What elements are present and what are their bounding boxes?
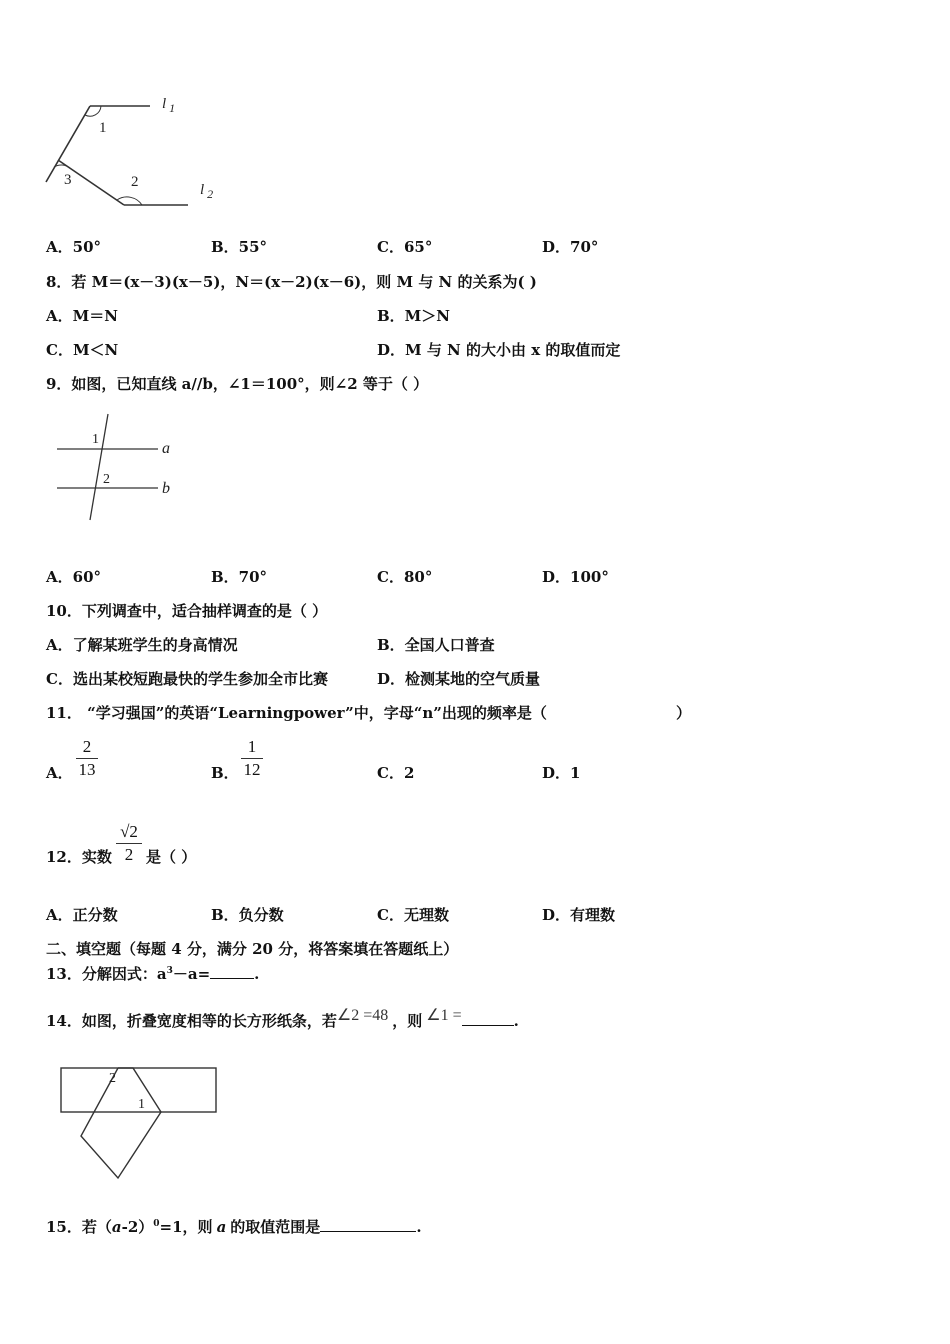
q11-option-b-fraction[interactable] [241,737,263,780]
q12-option-d[interactable]: D．有理数 [542,906,616,924]
q13-mid: －a= [172,965,211,983]
line-l1-label: l $_1$ [162,96,176,115]
q10-stem: 10．下列调查中，适合抽样调查的是（ ） [46,602,328,620]
q7-figure [40,92,230,216]
q12-prefix: 12．实数 [46,848,112,866]
q9-option-a[interactable]: A．60° [46,568,102,586]
q10-option-b[interactable]: B．全国人口普查 [377,636,495,654]
q12-denominator: 2 [124,845,134,864]
q11-a-denominator: 13 [78,760,96,779]
q15-prefix: 15．若（ [46,1218,112,1236]
q12-numerator: √2 [120,822,138,841]
q14-angle-2-label: 2 [109,1071,116,1086]
q15-answer-blank[interactable] [320,1231,416,1232]
q9-figure [50,408,190,528]
q9-angle-1-label: 1 [92,432,99,447]
line-a-label: a [162,440,170,457]
q11-option-a-fraction[interactable] [76,737,98,780]
q13-exponent: 3 [166,966,173,976]
q15-var-a2: a [216,1218,227,1236]
q14 [46,1007,519,1031]
line-b-label: b [162,480,170,497]
q8-option-b[interactable]: B．M＞N [377,307,450,325]
q7-option-a[interactable]: A．50° [46,238,102,256]
angle-2-label: 2 [131,174,139,190]
angle-3-label: 3 [64,172,72,188]
q10-option-a[interactable]: A．了解某班学生的身高情况 [46,636,238,654]
q9-angle-2-label: 2 [103,472,110,487]
q13 [46,963,259,984]
q11-a-numerator: 2 [82,737,92,756]
q11-b-denominator: 12 [243,760,261,779]
q9-option-d[interactable]: D．100° [542,568,609,586]
q14-formula-angle2: ∠2 =48 [336,1007,389,1024]
q11-option-a-label[interactable]: A． [46,764,73,782]
q8-stem: 8．若 M＝(x－3)(x－5)，N＝(x－2)(x－6)，则 M 与 N 的关系为( ) [46,273,537,291]
q15-exponent: 0 [153,1219,160,1229]
q15-rest: 的取值范围是 [230,1218,321,1236]
q10-option-c[interactable]: C．选出某校短跑最快的学生参加全市比赛 [46,670,328,688]
q14-figure [56,1062,226,1186]
q14-formula-angle1: ∠1 = [426,1007,462,1024]
q7-option-b[interactable]: B．55° [211,238,268,256]
fraction-bar [116,843,142,844]
q15 [46,1216,422,1237]
q14-answer-blank[interactable] [462,1025,514,1026]
q12-option-b[interactable]: B．负分数 [211,906,284,924]
q12-option-c[interactable]: C．无理数 [377,906,449,924]
q9-option-b[interactable]: B．70° [211,568,268,586]
angle-1-label: 1 [99,120,107,136]
q12-option-a[interactable]: A．正分数 [46,906,118,924]
q14-angle-1-label: 1 [138,1097,145,1112]
line-l2-label: l $_2$ [200,182,214,201]
q15-minus: -2） [121,1218,154,1236]
q13-answer-blank[interactable] [210,978,254,979]
q12-suffix: 是（ ） [146,848,197,866]
q11-stem: 11． “学习强国”的英语“Learningpower”中，字母“n”出现的频率是（ [46,704,547,722]
q9-option-c[interactable]: C．80° [377,568,433,586]
q15-var-a: a [111,1218,122,1236]
q15-mid: =1，则 [159,1218,213,1236]
q11-option-b-label[interactable]: B． [211,764,239,782]
q11-option-d[interactable]: D．1 [542,764,581,782]
q8-option-d[interactable]: D．M 与 N 的大小由 x 的取值而定 [377,341,621,359]
q14-prefix: 14．如图，折叠宽度相等的长方形纸条，若 [46,1012,337,1030]
fraction-bar [241,758,263,759]
q13-prefix: 13．分解因式：a [46,965,167,983]
q12-fraction [116,822,142,865]
q9-stem: 9．如图，已知直线 a//b，∠1＝100°，则∠2 等于（ ） [46,375,429,393]
q7-option-c[interactable]: C．65° [377,238,433,256]
q8-option-a[interactable]: A．M＝N [46,307,118,325]
q14-mid: ，则 [392,1012,423,1030]
q7-option-d[interactable]: D．70° [542,238,599,256]
q11-option-c[interactable]: C．2 [377,764,415,782]
fraction-bar [76,758,98,759]
q11-b-numerator: 1 [247,737,257,756]
q11-stem-close: ） [676,704,692,722]
section-2-heading: 二、填空题（每题 4 分，满分 20 分，将答案填在答题纸上） [46,940,459,958]
q10-option-d[interactable]: D．检测某地的空气质量 [377,670,541,688]
q15-end: . [416,1218,422,1236]
q14-end: . [513,1012,519,1030]
q8-option-c[interactable]: C．M＜N [46,341,119,359]
q13-end: . [254,965,260,983]
